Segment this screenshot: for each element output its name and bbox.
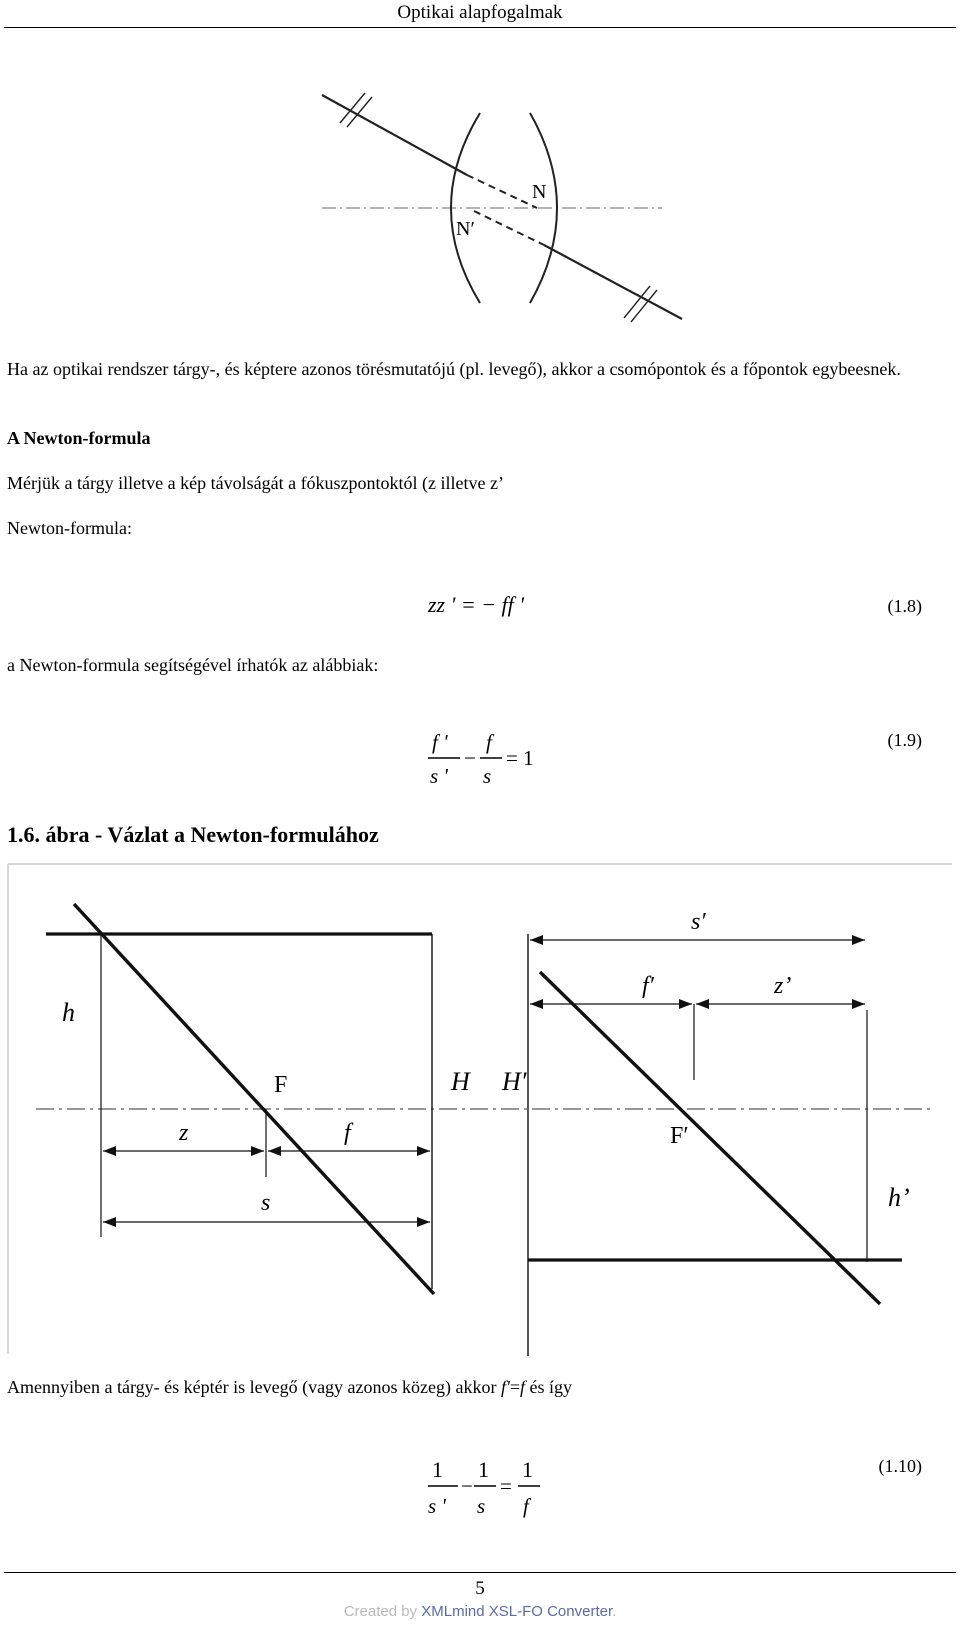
- eq19-rhs: = 1: [506, 746, 534, 770]
- outgoing-ray: [544, 245, 682, 319]
- label-F: F: [274, 1072, 288, 1098]
- section-heading-newton: A Newton-formula: [7, 428, 151, 448]
- label-N: N: [532, 181, 547, 203]
- paragraph-formula-label: Newton-formula:: [7, 518, 132, 538]
- paragraph-air-f-prime: f': [501, 1377, 510, 1397]
- paragraph-air-equals: =: [509, 1377, 521, 1397]
- eq110-num2: 1: [478, 1457, 489, 1482]
- equation-1-9: [420, 725, 550, 791]
- label-z: z: [179, 1120, 189, 1146]
- page-number: 5: [475, 1578, 485, 1599]
- equation-number-1-9: (1.9): [887, 730, 922, 750]
- label-F-prime: F′: [670, 1123, 689, 1149]
- incoming-ray: [322, 95, 467, 175]
- eq19-minus: −: [464, 746, 476, 770]
- footer-credit-suffix: .: [612, 1603, 617, 1620]
- label-f-prime: f′: [642, 973, 654, 999]
- label-H-prime: H′: [502, 1067, 527, 1096]
- eq110-minus: −: [461, 1474, 473, 1498]
- footer-rule: [4, 1572, 956, 1573]
- nodal-points-figure: [262, 73, 702, 331]
- paragraph-measure: Mérjük a tárgy illetve a kép távolságát a fókuszpontoktól (z illetve z’: [7, 473, 505, 493]
- equation-1-8: zz ' = − ff ': [428, 592, 524, 617]
- equation-number-1-8: (1.8): [887, 596, 922, 616]
- eq19-num1: f ': [432, 730, 448, 754]
- ray-from-N-prime: [474, 211, 544, 245]
- figure-title-newton: 1.6. ábra - Vázlat a Newton-formulához: [7, 822, 379, 847]
- page-header-title: Optikai alapfogalmak: [397, 2, 563, 23]
- paragraph-nodal-points: Ha az optikai rendszer tárgy-, és képtere azonos törésmutatójú (pl. levegő), akkor a csomópontok és a főpontok egybeesnek.: [7, 359, 901, 379]
- label-h-prime: h’: [888, 1183, 910, 1212]
- eq110-den2: s: [477, 1494, 486, 1518]
- paragraph-air-before: Amennyiben a tárgy- és képtér is levegő (vagy azonos közeg) akkor: [7, 1377, 501, 1397]
- label-s-prime: s′: [691, 909, 706, 935]
- label-h: h: [62, 998, 75, 1027]
- eq19-num2: f: [486, 730, 492, 754]
- eq110-eq: =: [500, 1474, 512, 1498]
- label-z-prime: z’: [774, 973, 792, 999]
- paragraph-derived: a Newton-formula segítségével írhatók az alábbiak:: [7, 655, 379, 675]
- header-rule: [4, 27, 956, 28]
- footer-credit: [0, 1603, 960, 1620]
- image-ray: [540, 972, 880, 1304]
- paragraph-air-f: f: [520, 1377, 526, 1397]
- footer-credit-prefix: Created by: [343, 1603, 422, 1620]
- equation-number-1-10: (1.10): [878, 1456, 922, 1476]
- eq19-den2: s: [483, 764, 492, 788]
- newton-diagram: [6, 862, 956, 1356]
- label-f: f: [344, 1120, 351, 1146]
- footer-credit-brand[interactable]: XMLmind XSL-FO Converter: [421, 1603, 613, 1620]
- label-H: H: [451, 1067, 470, 1096]
- label-N-prime: N′: [456, 218, 475, 240]
- object-ray: [74, 904, 434, 1294]
- paragraph-air-after: és így: [525, 1377, 573, 1397]
- paragraph-air: [7, 1375, 572, 1399]
- ray-to-N: [467, 175, 537, 208]
- eq110-den1: s ': [428, 1494, 446, 1518]
- eq110-num3: 1: [522, 1457, 533, 1482]
- eq19-den1: s ': [430, 764, 448, 788]
- equation-1-10: [420, 1453, 550, 1523]
- label-s: s: [261, 1190, 271, 1216]
- eq110-den3: f: [523, 1494, 529, 1518]
- eq110-num1: 1: [432, 1457, 443, 1482]
